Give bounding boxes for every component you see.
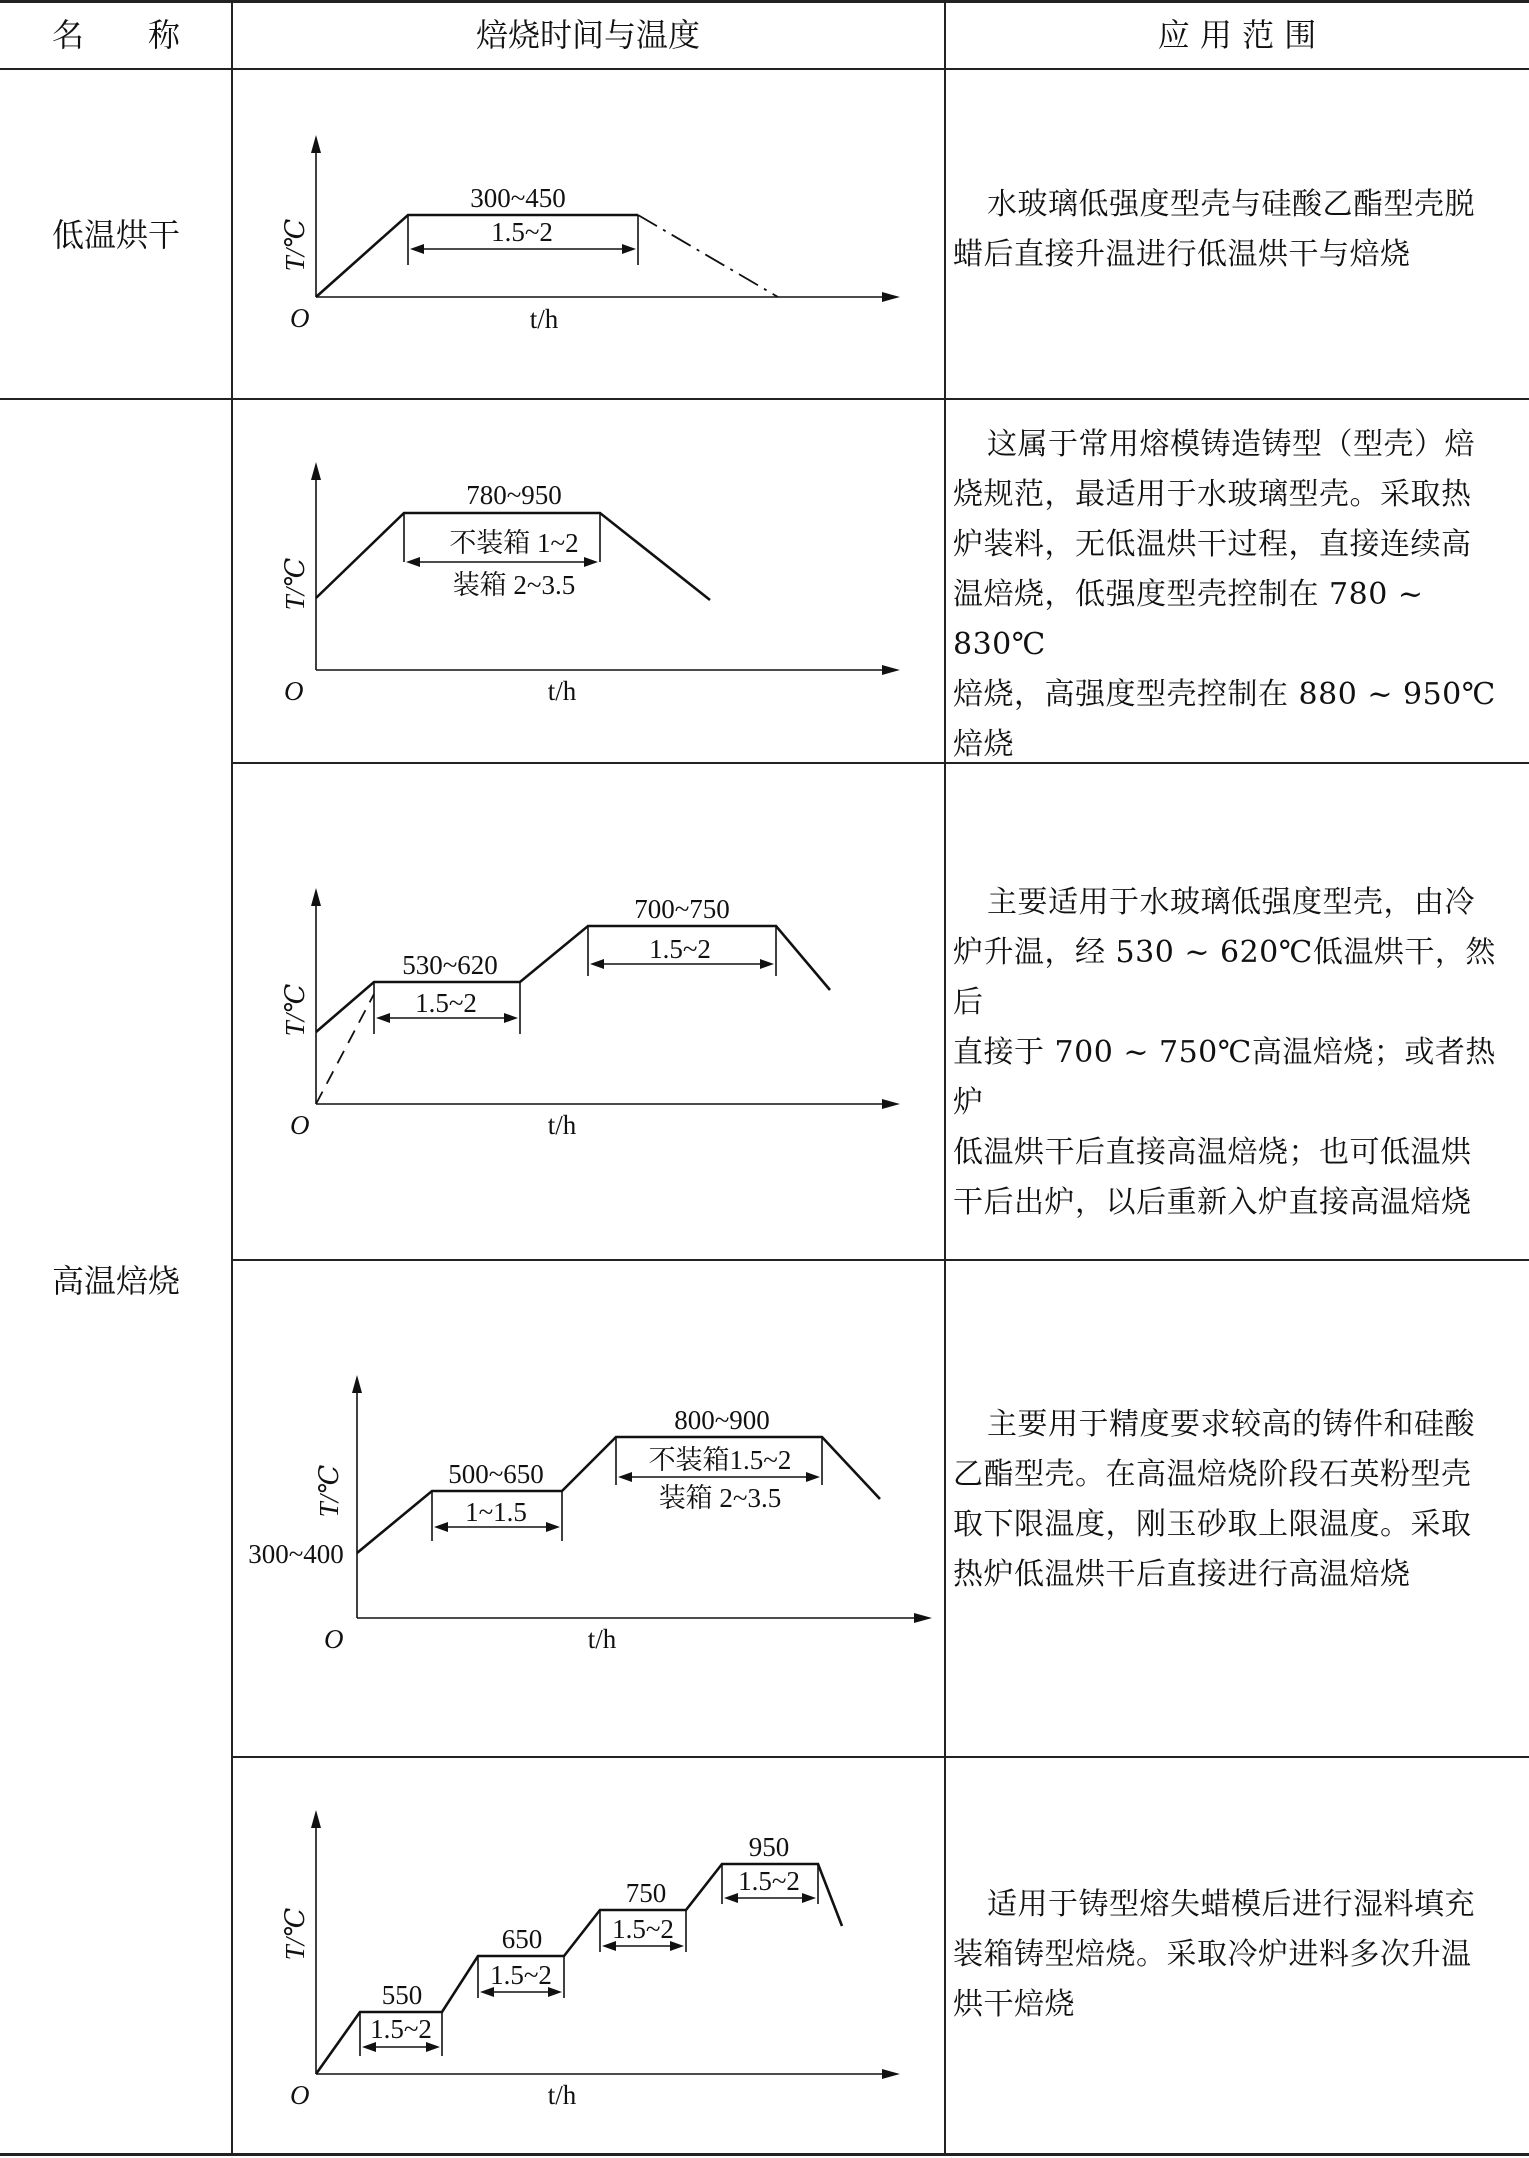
line: 适用于铸型熔失蜡模后进行湿料填充 (987, 1887, 1475, 1922)
application-text-row3 (953, 878, 1523, 1228)
line: 低温烘干后直接高温焙烧；也可低温烘 (953, 1135, 1472, 1170)
line: 炉装料，无低温烘干过程，直接连续高 (953, 527, 1472, 562)
start-temp-label: 300~400 (248, 1539, 344, 1569)
temp-label-low: 500~650 (448, 1459, 544, 1489)
line: 热炉低温烘干后直接进行高温焙烧 (953, 1557, 1411, 1592)
x-axis-label: t/h (547, 2080, 577, 2110)
line: 焙烧，高强度型壳控制在 880 ~ 950℃ (953, 677, 1496, 712)
temp-label-high: 700~750 (634, 894, 730, 924)
origin-label: O (290, 303, 310, 333)
temp-label-3: 750 (625, 1878, 667, 1908)
x-axis-label: t/h (587, 1624, 617, 1654)
application-text-row5 (953, 1880, 1523, 2030)
line: 烧规范，最适用于水玻璃型壳。采取热 (953, 477, 1472, 512)
temp-label-2: 650 (501, 1924, 543, 1954)
chart-stepwise-roasting (232, 1758, 944, 2156)
line: 焙烧 (953, 727, 1014, 762)
col2-divider (944, 0, 946, 2156)
x-axis-label: t/h (529, 304, 559, 334)
line: 乙酯型壳。在高温焙烧阶段石英粉型壳 (953, 1457, 1472, 1492)
header-name: 名 称 (51, 16, 180, 54)
time-label-unboxed: 不装箱1.5~2 (648, 1445, 792, 1475)
time-label-high: 1.5~2 (649, 934, 711, 964)
origin-label: O (284, 676, 304, 706)
chart-high-temp-continuous (232, 400, 944, 764)
origin-label: O (290, 1110, 310, 1140)
time-label-boxed: 装箱 2~3.5 (452, 570, 576, 600)
line: 蜡后直接升温进行低温烘干与焙烧 (953, 237, 1411, 272)
application-text-row2 (953, 420, 1523, 770)
temp-label: 780~950 (466, 480, 562, 510)
time-label: 1.5~2 (491, 217, 553, 247)
application-text-row1 (953, 180, 1523, 280)
line: 炉升温，经 530 ~ 620℃低温烘干，然后 (953, 935, 1496, 1020)
line: 干后出炉，以后重新入炉直接高温焙烧 (953, 1185, 1472, 1220)
time-label-1: 1.5~2 (370, 2014, 432, 2044)
line: 主要适用于水玻璃低强度型壳，由冷 (987, 885, 1475, 920)
y-axis-label: T/℃ (280, 1907, 310, 1961)
line: 水玻璃低强度型壳与硅酸乙酯型壳脱 (987, 187, 1475, 222)
temp-label-low: 530~620 (402, 950, 498, 980)
time-label-unboxed: 不装箱 1~2 (449, 528, 579, 558)
line: 装箱铸型焙烧。采取冷炉进料多次升温 (953, 1937, 1472, 1972)
time-label-4: 1.5~2 (738, 1866, 800, 1896)
chart-two-stage-roasting (232, 764, 944, 1260)
application-text-row4 (953, 1400, 1523, 1600)
origin-label: O (290, 2080, 310, 2110)
temp-label-high: 800~900 (674, 1405, 770, 1435)
y-axis-label: T/℃ (280, 218, 310, 272)
temp-label-1: 550 (381, 1980, 423, 2010)
group-name-high-temp-roasting: 高温焙烧 (51, 1262, 180, 1300)
y-axis-label: T/℃ (314, 1464, 344, 1518)
temp-label-4: 950 (748, 1832, 790, 1862)
header-curve: 焙烧时间与温度 (475, 16, 700, 54)
time-label-boxed: 装箱 2~3.5 (658, 1483, 782, 1513)
line: 烘干焙烧 (953, 1987, 1075, 2022)
group-name-low-temp-drying: 低温烘干 (51, 216, 180, 254)
line: 温焙烧，低强度型壳控制在 780 ~ 830℃ (953, 577, 1424, 662)
line: 这属于常用熔模铸造铸型（型壳）焙 (987, 427, 1475, 462)
line: 直接于 700 ~ 750℃高温焙烧；或者热炉 (953, 1035, 1496, 1120)
time-label-3: 1.5~2 (612, 1914, 674, 1944)
temp-label: 300~450 (470, 183, 566, 213)
chart-precision-roasting (232, 1261, 944, 1757)
x-axis-label: t/h (547, 1110, 577, 1140)
x-axis-label: t/h (547, 676, 577, 706)
time-label-low: 1~1.5 (465, 1497, 527, 1527)
y-axis-label: T/℃ (280, 557, 310, 611)
line: 主要用于精度要求较高的铸件和硅酸 (987, 1407, 1475, 1442)
chart-low-temp-drying (232, 69, 944, 399)
time-label-low: 1.5~2 (415, 988, 477, 1018)
line: 取下限温度，刚玉砂取上限温度。采取 (953, 1507, 1472, 1542)
header-application: 应 用 范 围 (1157, 16, 1317, 54)
time-label-2: 1.5~2 (490, 1960, 552, 1990)
y-axis-label: T/℃ (280, 983, 310, 1037)
origin-label: O (324, 1624, 344, 1654)
